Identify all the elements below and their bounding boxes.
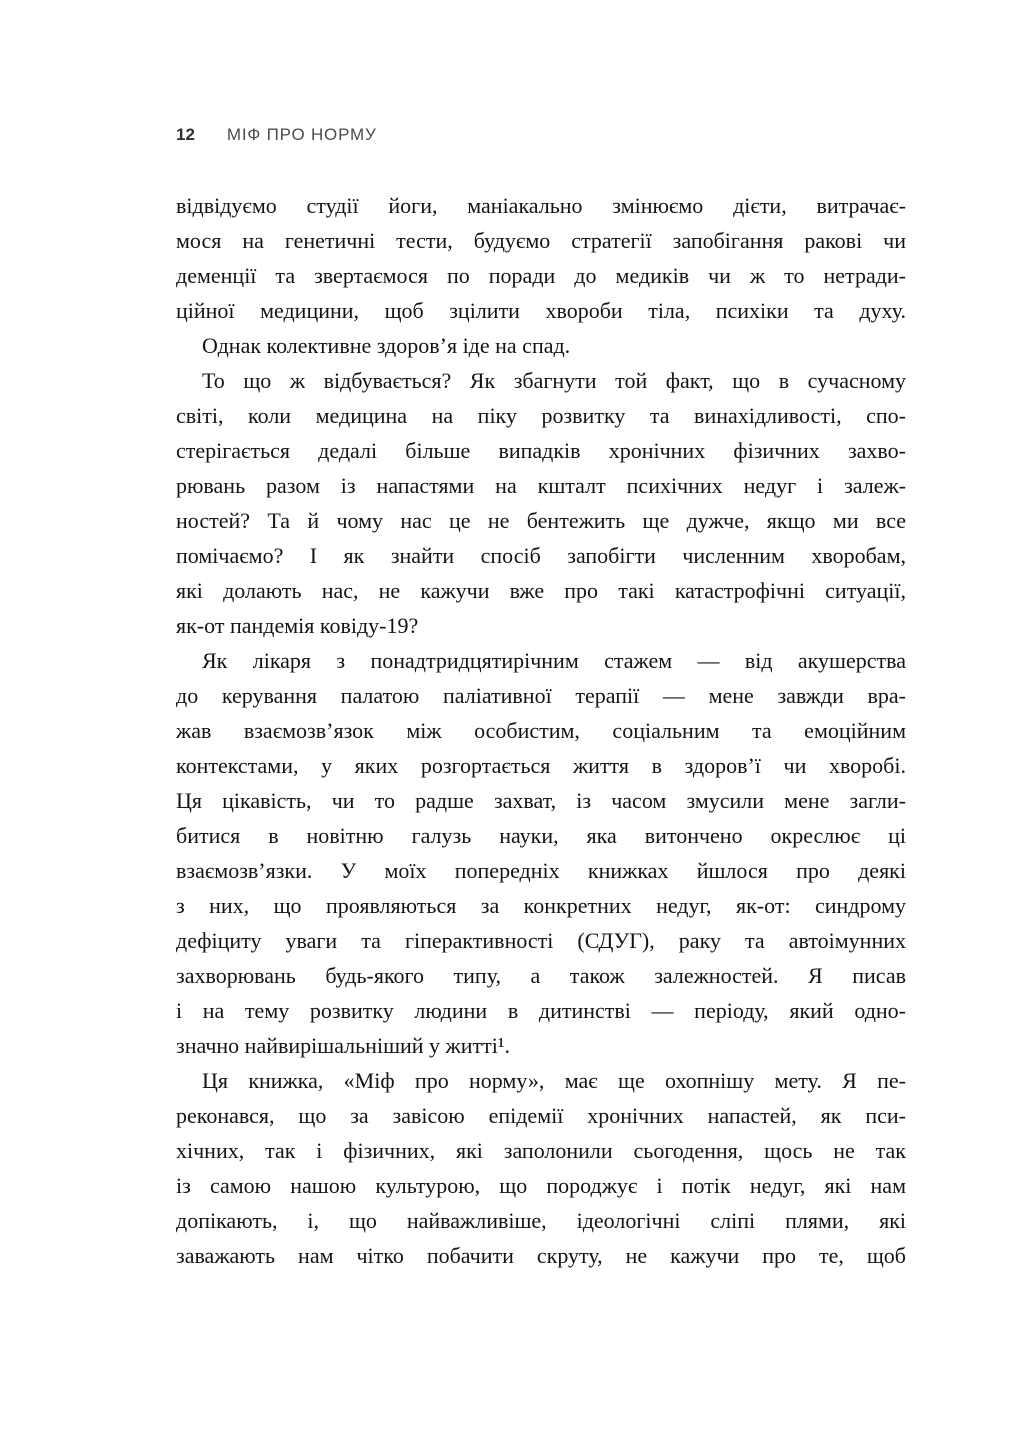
text-line: ційної медицини, щоб зцілити хвороби тіла, психіки та духу.: [176, 298, 906, 323]
text-line: із самою нашою культурою, що породжує і потік недуг, які нам: [176, 1173, 906, 1198]
text-line: Ця книжка, «Міф про норму», має ще охопнішу мету. Я пе-: [202, 1068, 906, 1093]
text-line: Ця цікавість, чи то радше захват, із часом змусили мене загли-: [176, 788, 906, 813]
text-line: То що ж відбувається? Як збагнути той факт, що в сучасному: [202, 368, 906, 393]
text-line: світі, коли медицина на піку розвитку та винахідливості, спо-: [176, 403, 906, 428]
text-line: які долають нас, не кажучи вже про такі катастрофічні ситуації,: [176, 578, 906, 603]
text-line: допікають, і, що найважливіше, ідеологічні сліпі плями, які: [176, 1208, 906, 1233]
text-line: Як лікаря з понадтридцятирічним стажем — від акушерства: [202, 648, 906, 673]
page-number: 12: [176, 125, 195, 144]
text-line: і на тему розвитку людини в дитинстві — періоду, який одно-: [176, 998, 906, 1023]
text-line: захворювань будь-якого типу, а також залежностей. Я писав: [176, 963, 906, 988]
text-line: до керування палатою паліативної терапії — мене завжди вра-: [176, 683, 906, 708]
text-line: значно найвирішальніший у житті¹.: [176, 1033, 510, 1058]
paragraph: [176, 1063, 906, 1273]
text-line: стерігається дедалі більше випадків хронічних фізичних захво-: [176, 438, 906, 463]
paragraph: [176, 643, 906, 1063]
text-line: Однак колективне здоров’я іде на спад.: [202, 333, 571, 358]
text-line: реконався, що за завісою епідемії хронічних напастей, як пси-: [176, 1103, 906, 1128]
text-line: ностей? Та й чому нас це не бентежить ще дужче, якщо ми все: [176, 508, 906, 533]
text-line: як-от пандемія ковіду-19?: [176, 613, 419, 638]
text-line: хічних, так і фізичних, які заполонили сьогодення, щось не так: [176, 1138, 906, 1163]
page-body: [176, 188, 906, 1273]
text-line: рювань разом із напастями на кшталт психічних недуг і залеж-: [176, 473, 906, 498]
text-line: відвідуємо студії йоги, маніакально змінюємо дієти, витрачає-: [176, 193, 906, 218]
text-line: взаємозв’язки. У моїх попередніх книжках йшлося про деякі: [176, 858, 906, 883]
paragraph: [176, 328, 906, 363]
text-line: деменції та звертаємося по поради до медиків чи ж то нетради-: [176, 263, 906, 288]
paragraph: [176, 363, 906, 643]
text-line: дефіциту уваги та гіперактивності (СДУГ), раку та автоімунних: [176, 928, 906, 953]
text-line: битися в новітню галузь науки, яка витончено окреслює ці: [176, 823, 906, 848]
page-header: [176, 125, 377, 145]
paragraph: [176, 188, 906, 328]
running-title: МІФ ПРО НОРМУ: [226, 125, 377, 144]
text-line: помічаємо? І як знайти спосіб запобігти численним хворобам,: [176, 543, 906, 568]
text-line: мося на генетичні тести, будуємо стратегії запобігання ракові чи: [176, 228, 906, 253]
text-line: жав взаємозв’язок між особистим, соціальним та емоційним: [176, 718, 906, 743]
text-line: заважають нам чітко побачити скруту, не кажучи про те, щоб: [176, 1243, 906, 1268]
text-line: контекстами, у яких розгортається життя в здоров’ї чи хворобі.: [176, 753, 906, 778]
text-line: з них, що проявляються за конкретних недуг, як-от: синдрому: [176, 893, 906, 918]
